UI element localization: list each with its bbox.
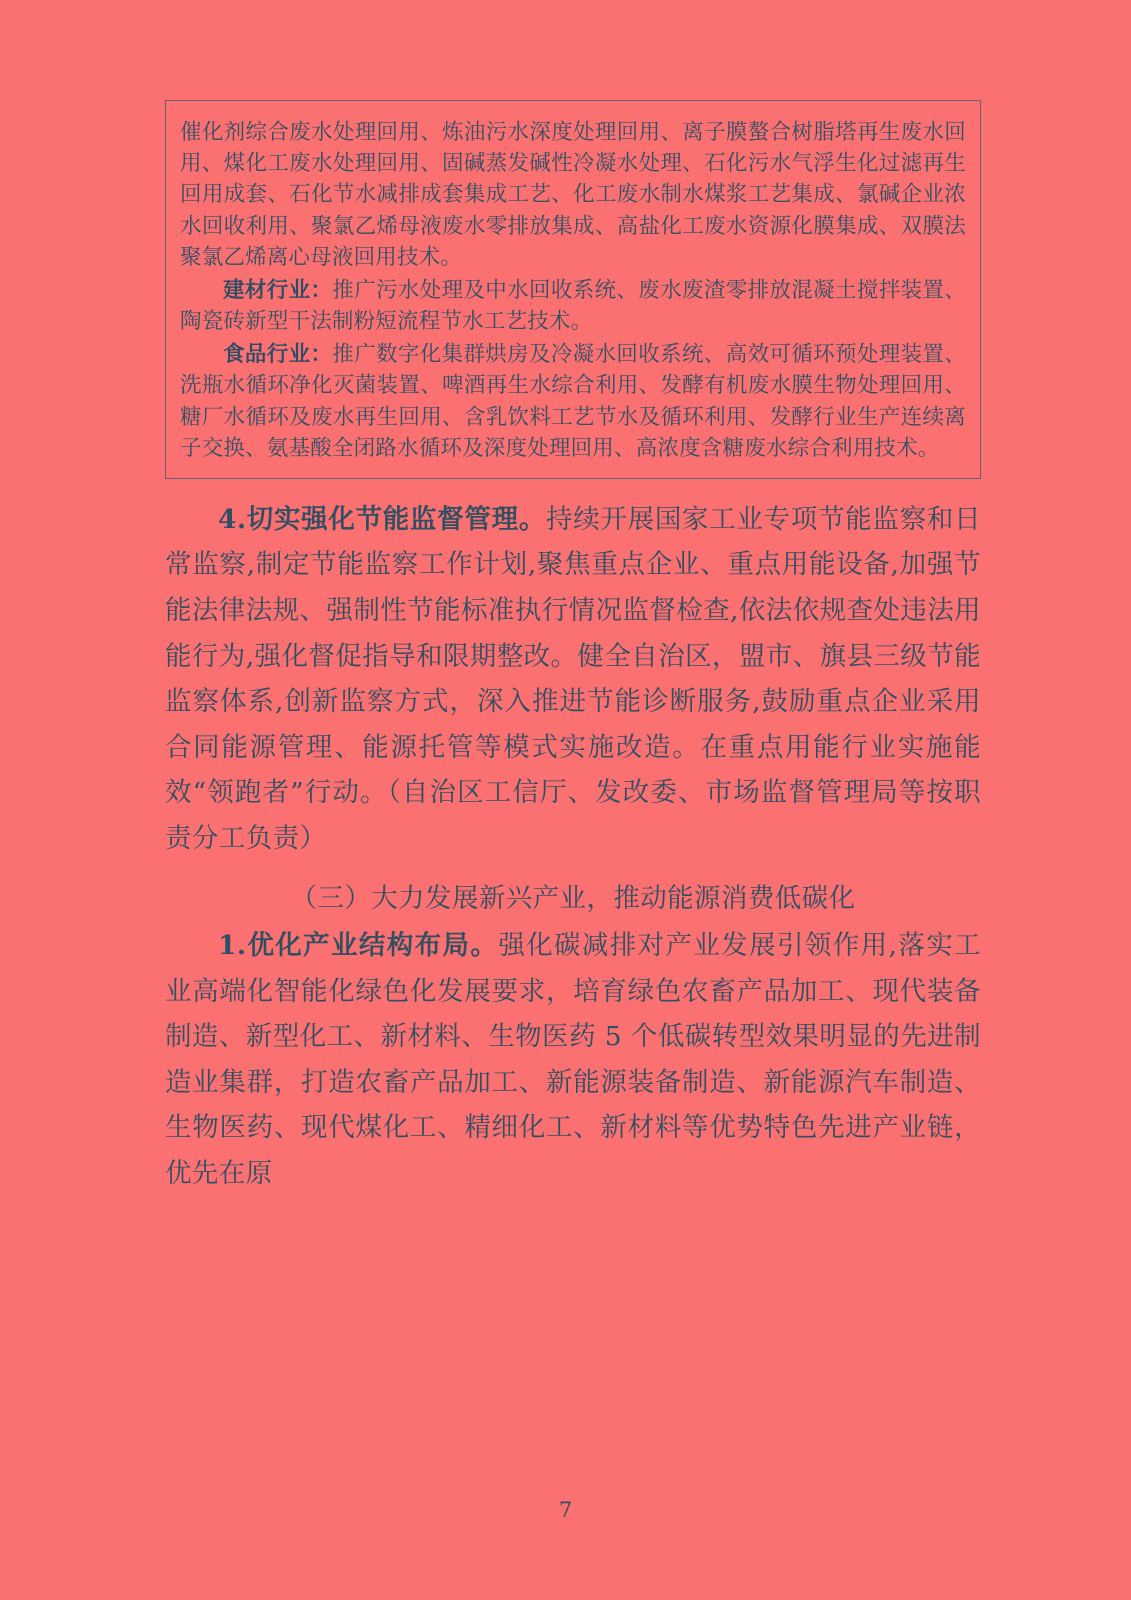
box-paragraph-2 [180,275,966,337]
box-paragraph-3 [180,339,966,464]
box-paragraph-1-text: 催化剂综合废水处理回用、炼油污水深度处理回用、离子膜螯合树脂塔再生废水回用、煤化工废水处理回用、固碱蒸发碱性冷凝水处理、石化污水气浮生化过滤再生回用成套、石化节水减排成套集成工艺、化工废水制水煤浆工艺集成、氯碱企业浓水回收利用、聚氯乙烯母液废水零排放集成、高盐化工废水资源化膜集成、双膜法聚氯乙烯离心母液回用技术。 [180,120,966,270]
box-paragraph-2-text: 推广污水处理及中水回收系统、废水废渣零排放混凝土搅拌装置、陶瓷砖新型干法制粉短流程节水工艺技术。 [180,277,966,335]
page-number: 7 [558,1498,573,1522]
section-4-body: 持续开展国家工业专项节能监察和日常监察,制定节能监察工作计划,聚焦重点企业、重点用能设备,加强节能法律法规、强制性节能标准执行情况监督检查,依法依规查处违法用能行为,强化督促指导和限期整改。健全自治区，盟市、旗县三级节能监察体系,创新监察方式，深入推进节能诊断服务,鼓励重点企业采用合同能源管理、能源托管等模式实施改造。在重点用能行业实施能效“领跑者”行动。（自治区工信厅、发改委、市场监督管理局等按职责分工负责） [165,503,981,854]
paragraph-spacer [165,864,981,870]
section-4-heading: 4.切实强化节能监督管理。 [218,503,547,535]
technology-list-box [165,100,981,479]
section-1-heading: 1.优化产业结构布局。 [218,930,499,962]
section-1-paragraph [165,923,981,1196]
center-heading: （三）大力发展新兴产业，推动能源消费低碳化 [290,882,856,914]
section-1-body: 强化碳减排对产业发展引领作用,落实工业高端化智能化绿色化发展要求，培育绿色农畜产品加工、现代装备制造、新型化工、新材料、生物医药 5 个低碳转型效果明显的先进制造业集群，打造农畜产品加工、新能源装备制造、新能源汽车制造、生物医药、现代煤化工、精细化工、新材料等优势特色先进产业链，优先在原 [165,930,981,1189]
box-paragraph-3-lead: 食品行业： [223,342,333,368]
box-paragraph-2-lead: 建材行业： [223,277,333,303]
section-4-paragraph [165,497,981,862]
box-paragraph-3-text: 推广数字化集群烘房及冷凝水回收系统、高效可循环预处理装置、洗瓶水循环净化灭菌装置、啤酒再生水综合利用、发酵有机废水膜生物处理回用、糖厂水循环及废水再生回用、含乳饮料工艺节水及循环利用、发酵行业生产连续离子交换、氨基酸全闭路水循环及深度处理回用、高浓度含糖废水综合利用技术。 [180,342,966,461]
box-paragraph-1 [180,117,966,273]
